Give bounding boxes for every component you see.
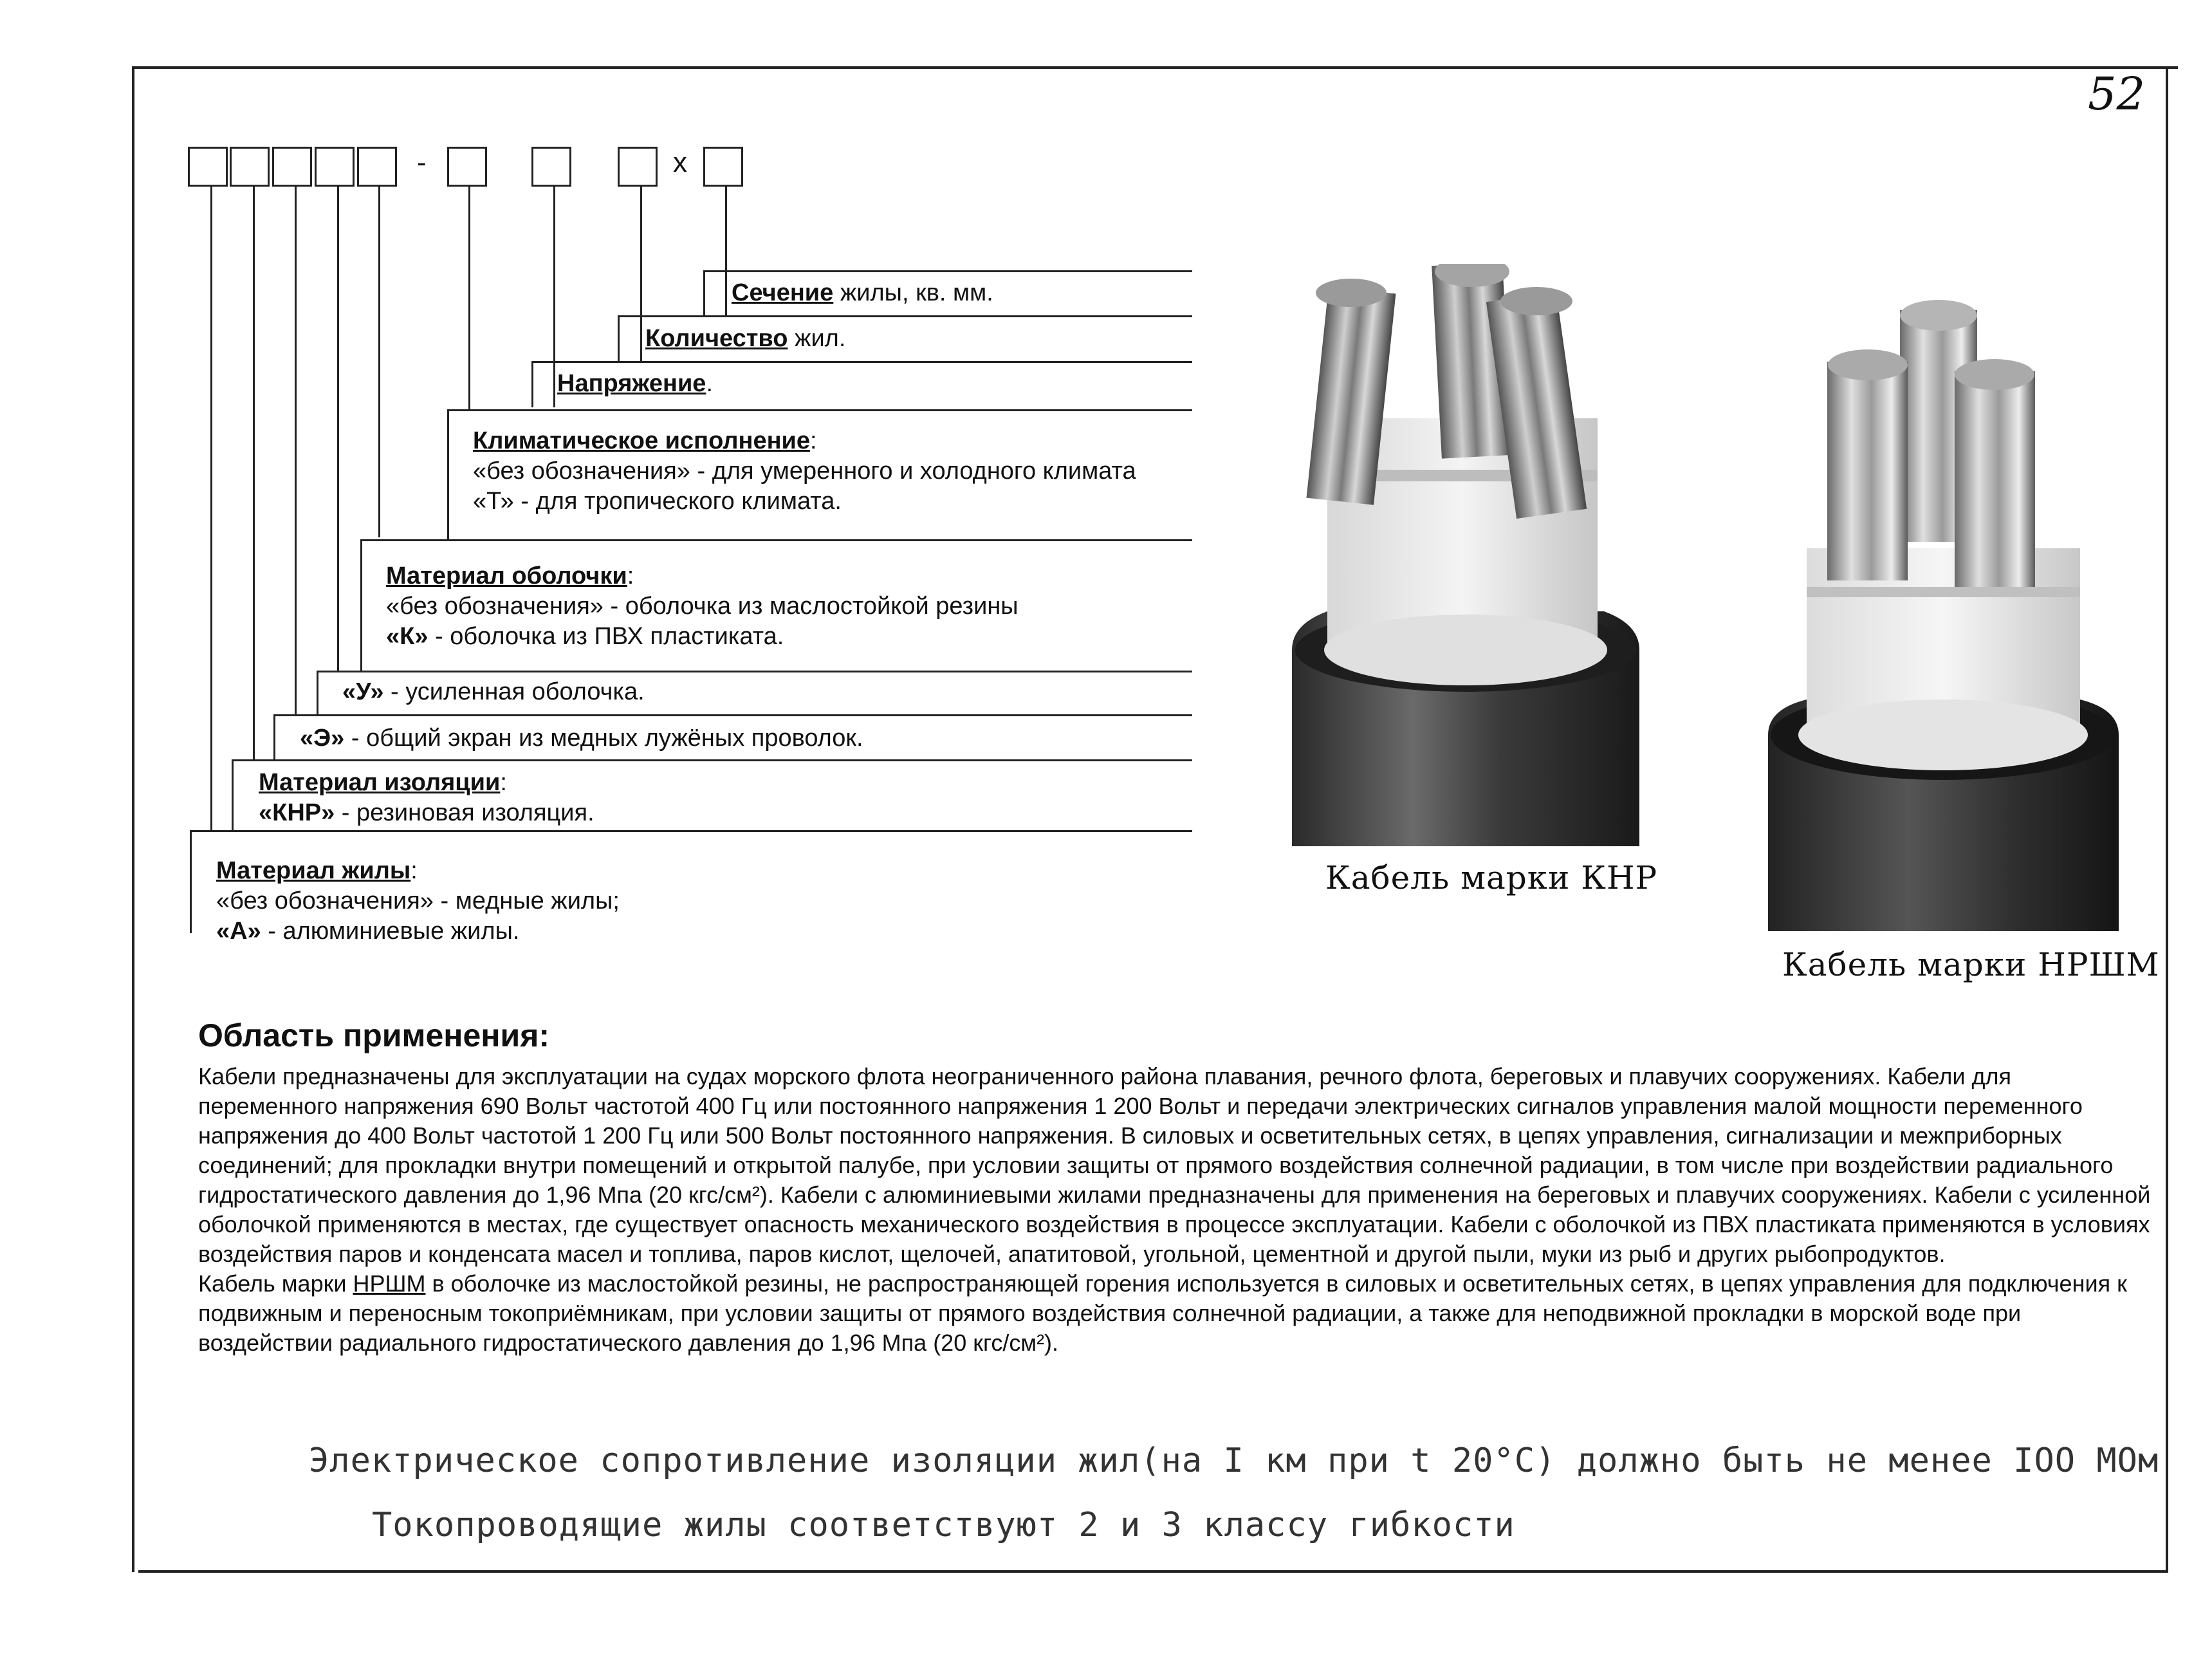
legend-climate-line2: «Т» - для тропического климата. (473, 488, 842, 515)
legend-quantity (645, 324, 845, 354)
legend-insulation-title: Материал изоляции (259, 769, 501, 796)
code-box-climate (447, 147, 487, 187)
shelf-step-section (703, 270, 705, 317)
code-box-voltage (531, 147, 571, 187)
leader-line-section (725, 187, 727, 317)
legend-insulation-code: «КНР» (259, 799, 335, 826)
note-insulation-resistance: Электрическое сопротивление изоляции жил(на I км при t 20°С) должно быть не менее IOO MOм (309, 1441, 2159, 1480)
designation-dash: - (417, 147, 427, 178)
leader-line-voltage (553, 187, 555, 407)
legend-reinforced (342, 677, 645, 707)
legend-insulation-line1: - резиновая изоляция. (335, 799, 594, 826)
code-box-insulation (230, 147, 270, 187)
legend-insulation (259, 768, 594, 828)
shelf-core (190, 830, 1192, 832)
cable-knr-caption: Кабель марки КНР (1325, 859, 1658, 896)
legend-voltage-rest: . (706, 370, 713, 397)
legend-sheath (386, 561, 1018, 652)
code-box-quantity (618, 147, 658, 187)
shelf-step-climate (447, 409, 449, 541)
legend-sheath-line2: - оболочка из ПВХ пластиката. (428, 623, 784, 650)
frame-top-border (132, 66, 2178, 69)
legend-section (732, 278, 993, 308)
legend-core-rest: : (410, 857, 418, 884)
shelf-step-screen (273, 714, 275, 759)
legend-sheath-code: «К» (386, 623, 429, 650)
legend-voltage-title: Напряжение (557, 370, 706, 397)
shelf-insulation (232, 759, 1192, 761)
designation-times: x (673, 147, 687, 178)
frame-bottom-border (138, 1570, 2168, 1573)
cable-knr-photo (1289, 264, 1643, 846)
leader-line-insulation (253, 187, 255, 759)
legend-sheath-title: Материал оболочки (386, 562, 627, 589)
note-flexibility-class: Токопроводящие жилы соответствуют 2 и 3 классу гибкости (372, 1506, 1515, 1544)
legend-core-line2: - алюминиевые жилы. (261, 918, 520, 945)
application-p2-start: Кабель марки (198, 1270, 353, 1297)
legend-core (216, 856, 620, 947)
legend-screen (300, 723, 863, 754)
legend-screen-rest: - общий экран из медных лужёных проволок. (344, 725, 863, 752)
legend-insulation-rest: : (500, 769, 507, 796)
legend-section-rest: жилы, кв. мм. (833, 279, 993, 306)
shelf-reinforced (317, 671, 1192, 672)
shelf-sheath (360, 539, 1192, 541)
legend-voltage (557, 369, 713, 399)
code-box-core (188, 147, 228, 187)
application-p2-rest: в оболочке из маслостойкой резины, не распространяющей горения используется в силовых и осветительных сетях, в цепях управления для подключения к подвижным и переносным токоприёмникам, при условии защиты от прямого воздействия солнечной радиации, а также для неподвижной прокладки в морской воде при воздействии радиального гидростатического давления до 1,96 Мпа (20 кгс/см²). (198, 1270, 2127, 1356)
cable-knr-image (1289, 264, 1643, 846)
legend-climate (473, 426, 1136, 517)
leader-line-core (210, 187, 212, 830)
legend-core-title: Материал жилы (216, 857, 411, 884)
cable-nrshm-caption: Кабель марки НРШМ (1782, 946, 2160, 983)
shelf-voltage (531, 361, 1192, 363)
legend-sheath-line1: «без обозначения» - оболочка из маслостойкой резины (386, 593, 1018, 620)
legend-climate-line1: «без обозначения» - для умеренного и холодного климата (473, 458, 1136, 485)
legend-reinforced-code: «У» (342, 678, 384, 705)
shelf-section (703, 270, 1192, 272)
frame-left-border (132, 66, 134, 1572)
application-paragraph-1: Кабели предназначены для эксплуатации на судах морского флота неограниченного района плавания, речного флота, береговых и плавучих сооружениях. Кабели для переменного напряжения 690 Вольт частотой 400 Гц или постоянного напряжения 1 200 Вольт и передачи электрических сигналов управления малой мощности переменного напряжения до 400 Вольт частотой 1 200 Гц или 500 Вольт постоянного напряжения. В силовых и осветительных сетях, в цепях управления, сигнализации и межприборных соединений; для прокладки внутри помещений и открытой палубе, при условии защиты от прямого воздействия солнечной радиации, в том числе при воздействии радиального гидростатического давления до 1,96 Мпа (20 кгс/см²). Кабели с алюминиевыми жилами предназначены для применения на береговых и плавучих сооружениях. Кабели с усиленной оболочкой применяются в местах, где существует опасность механического воздействия в процессе эксплуатации. Кабели с оболочкой из ПВХ пластиката применяются в условиях воздействия паров и конденсата масел и топлива, паров кислот, щелочей, апатитовой, угольной, цементной и другой пыли, муки из рыб и других рыбопродуктов. (198, 1063, 2151, 1267)
legend-core-line1: «без обозначения» - медные жилы; (216, 887, 620, 914)
code-box-reinforced (315, 147, 355, 187)
leader-line-reinforced (337, 187, 339, 671)
code-box-sheath (357, 147, 397, 187)
frame-right-border (2166, 66, 2168, 1572)
shelf-step-core (190, 830, 192, 933)
shelf-screen (273, 714, 1192, 716)
legend-core-code: «А» (216, 918, 261, 945)
leader-line-screen (295, 187, 297, 716)
legend-climate-title: Климатическое исполнение (473, 427, 811, 454)
application-p2-brand: НРШМ (353, 1270, 426, 1297)
legend-section-title: Сечение (732, 279, 834, 306)
shelf-climate (447, 409, 1192, 411)
shelf-quantity (618, 315, 1192, 317)
application-text (198, 1062, 2151, 1358)
legend-sheath-rest: : (627, 562, 634, 589)
leader-line-sheath (378, 187, 380, 537)
application-title: Область применения: (198, 1017, 550, 1053)
shelf-step-quantity (618, 315, 620, 362)
cable-nrshm-image (1768, 297, 2119, 931)
leader-line-climate (468, 187, 470, 411)
leader-line-quantity (640, 187, 642, 362)
shelf-step-insulation (232, 759, 234, 830)
legend-quantity-title: Количество (645, 325, 788, 352)
legend-quantity-rest: жил. (788, 325, 846, 352)
application-paragraph-2 (198, 1269, 2151, 1358)
shelf-step-voltage (531, 361, 533, 407)
legend-climate-rest: : (810, 427, 817, 454)
code-box-screen (272, 147, 312, 187)
shelf-step-sheath (360, 539, 362, 671)
page-number: 52 (2088, 68, 2146, 120)
cable-nrshm-photo (1768, 297, 2119, 931)
legend-screen-code: «Э» (300, 725, 345, 752)
legend-reinforced-rest: - усиленная оболочка. (383, 678, 645, 705)
code-box-section (703, 147, 743, 187)
shelf-step-reinforced (317, 671, 318, 716)
